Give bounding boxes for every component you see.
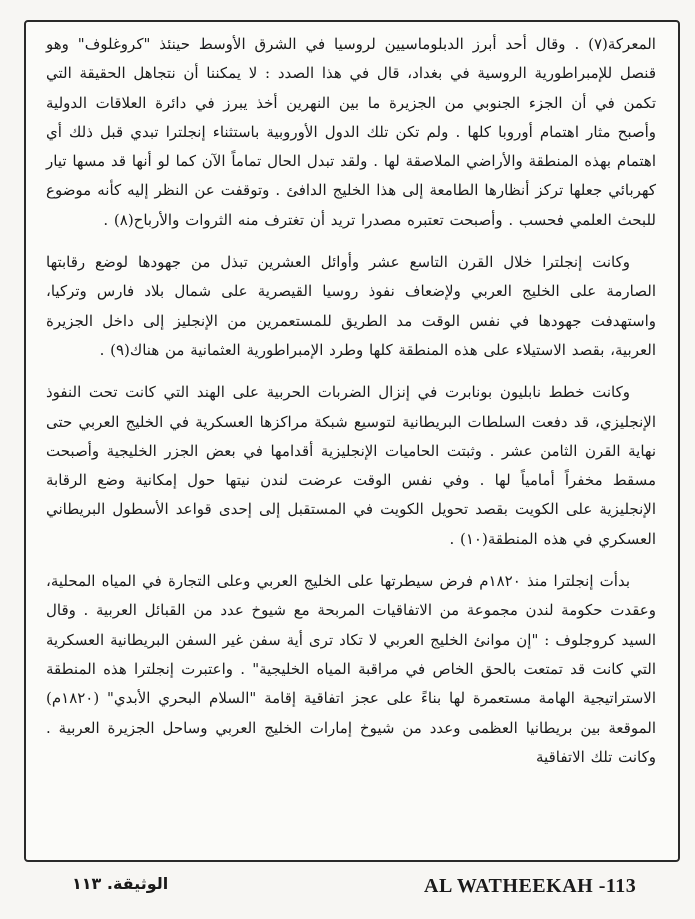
footer-journal-arabic: الوثيقة. ١١٣	[72, 874, 169, 893]
paragraph-lead: المعركة(٧) .	[574, 35, 656, 53]
paragraph-text: بدأت إنجلترا منذ ١٨٢٠م فرض سيطرتها على الخليج العربي وعلى التجارة في المياه المحلية، وعقدت حكومة لندن مجموعة من الاتفاقيات المربحة مع شيوخ عدد من القبائل العربية . وقال السيد كروجلوف : "إن موانئ الخليج العربي لا تكاد ترى أية سفن غير السفن البريطانية العسكرية التي كانت قد تمتعت بالحق الخاص في مراقبة المياه الخليجية" . واعتبرت إنجلترا هذه المنطقة الاستراتيجية الهامة مستعمرة لها بناءً على عجز اتفاقية إقامة "السلام البحري الأبدي" (١٨٢٠م) الموقعة بين بريطانيا العظمى وعدد من شيوخ إمارات الخليج العربي وساحل الجزيرة العربية . وكانت تلك الاتفاقية	[46, 572, 656, 766]
paragraph-text: وقال أحد أبرز الدبلوماسيين لروسيا في الشرق الأوسط حينئذ "كروغلوف" وهو قنصل للإمبراطورية الروسية في بغداد، قال في هذا الصدد : لا يمكننا أن نتجاهل الحقيقة التي تكمن في أن الجزء الجنوبي من الجزيرة ما بين النهرين أخذ يبرز في دائرة العلاقات الدولية وأصبح مثار اهتمام أوروبا كلها . ولم تكن تلك الدول الأوروبية باستثناء إنجلترا تبدي قبل ذلك أي اهتمام بهذه المنطقة والأراضي الملاصقة لها . ولقد تبدل الحال تماماً الآن كما لو أنها قد مسها تيار كهربائي جعلها تركز أنظارها الطامعة إلى هذا الخليج الدافئ . وتوقفت عن النظر إليه كأنه موضوع للبحث العلمي فحسب . وأصبحت تعتبره مصدرا تريد أن تغترف منه الثروات والأرباح(٨) .	[46, 35, 656, 229]
paragraph-3	[46, 378, 656, 554]
article-text	[46, 30, 656, 772]
paragraph-text: وكانت إنجلترا خلال القرن التاسع عشر وأوائل العشرين تبذل من جهودها لوضع رقابتها الصارمة على الخليج العربي ولإضعاف نفوذ روسيا القيصرية على شمال بلاد فارس وتركيا، واستهدفت جهودها في نفس الوقت مد الطريق للمستعمرين من الإنجليز إلى داخل الجزيرة العربية، بقصد الاستيلاء على هذه المنطقة كلها وطرد الإمبراطورية العثمانية من هناك(٩) .	[46, 253, 656, 359]
paragraph-4	[46, 567, 656, 772]
footer-journal-english: AL WATHEEKAH -113	[424, 875, 637, 897]
paragraph-text: وكانت خطط نابليون بونابرت في إنزال الضربات الحربية على الهند التي كانت تحت النفوذ الإنجليزي، قد دفعت السلطات البريطانية لتوسيع شبكة مراكزها العسكرية في الخليج العربي حتى نهاية القرن الثامن عشر . وثبتت الحاميات الإنجليزية أقدامها في بعض الجزر الخليجية وأصبحت مسقط مخفراً أمامياً لها . وفي نفس الوقت عرضت لندن نيتها حول إمكانية وضع الرقابة الإنجليزية على الكويت بقصد تحويل الكويت في المستقبل إلى إحدى قواعد الأسطول البريطاني العسكري في هذه المنطقة(١٠) .	[46, 383, 656, 548]
paragraph-2	[46, 248, 656, 365]
paragraph-1	[46, 30, 656, 235]
